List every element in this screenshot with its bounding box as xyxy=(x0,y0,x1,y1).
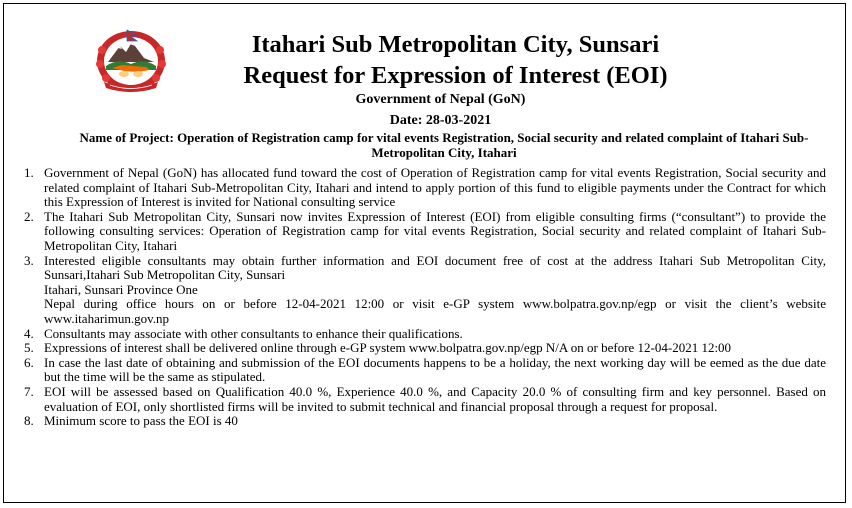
item-text: Interested eligible consultants may obtain further information and EOI document free of cost at the address Itahari Sub Metropolitan City, Sunsari,Itahari Sub Metropolitan City, Sunsari xyxy=(44,252,826,283)
list-item xyxy=(14,385,826,414)
project-name: Name of Project: Operation of Registration camp for vital events Registration, Social security and related complaint of Itahari Sub-Metropolitan City, Itahari xyxy=(79,130,809,160)
item-text: Government of Nepal (GoN) has allocated fund toward the cost of Operation of Registration camp for vital events Registration, Social security and related complaint of Itahari Sub-Metropolitan City, Itahari and intend to apply portion of this fund to eligible payments under the Contract for which this Expression of Interest is invited for National consulting service xyxy=(44,165,826,210)
item-number: 2. xyxy=(24,208,34,224)
list-item xyxy=(14,254,826,327)
item-text: Consultants may associate with other consultants to enhance their qualifications. xyxy=(44,325,463,341)
item-number: 3. xyxy=(24,252,34,268)
page-title: Itahari Sub Metropolitan City, Sunsari xyxy=(251,31,660,58)
document-title: Request for Expression of Interest (EOI) xyxy=(243,62,668,89)
item-number: 8. xyxy=(24,413,34,429)
item-text-continued: Nepal during office hours on or before 12-04-2021 12:00 or visit e-GP system www.bolpatra.gov.np/egp or visit the client’s website www.itaharimun.gov.np xyxy=(44,296,826,326)
item-text: The Itahari Sub Metropolitan City, Sunsari now invites Expression of Interest (EOI) from eligible consulting firms (“consultant”) to provide the following consulting services: Operation of Registration camp for vital events Registration, Social security and related complaint of Itahari Sub-Metropolitan City, Itahari xyxy=(44,208,826,253)
notice-date: Date: 28-03-2021 xyxy=(389,113,492,128)
item-text: Minimum score to pass the EOI is 40 xyxy=(44,413,238,429)
list-item xyxy=(14,341,826,356)
item-text: EOI will be assessed based on Qualification 40.0 %, Experience 40.0 %, and Capacity 20.0 % of consulting firm and key personnel. Based on evaluation of EOI, only shortlisted firms will be invited to submit technical and financial proposal through a request for proposal. xyxy=(44,383,826,414)
list-item xyxy=(14,210,826,254)
item-number: 5. xyxy=(24,340,34,356)
government-label: Government of Nepal (GoN) xyxy=(355,92,526,107)
eoi-clauses-list xyxy=(14,166,826,429)
notice-frame xyxy=(3,3,846,503)
list-item xyxy=(14,327,826,342)
list-item xyxy=(14,166,826,210)
item-text: Expressions of interest shall be delivered online through e-GP system www.bolpatra.gov.np/egp N/A on or before 12-04-2021 12:00 xyxy=(44,340,732,356)
item-number: 4. xyxy=(24,325,34,341)
item-text: In case the last date of obtaining and submission of the EOI documents happens to be a holiday, the next working day will be eemed as the due date but the time will be the same as stipulated. xyxy=(44,354,826,385)
item-number: 1. xyxy=(24,165,34,180)
list-item xyxy=(14,414,826,429)
item-number: 6. xyxy=(24,354,34,370)
item-address-line: Itahari, Sunsari Province One xyxy=(44,281,198,297)
list-item xyxy=(14,356,826,385)
item-number: 7. xyxy=(24,383,34,399)
